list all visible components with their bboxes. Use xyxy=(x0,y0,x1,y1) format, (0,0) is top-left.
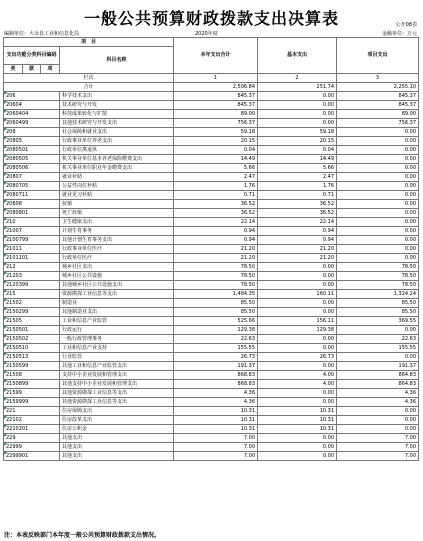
row-project: 0.00 xyxy=(337,164,419,173)
row-subject-name: 其他制造业支出 xyxy=(60,308,174,317)
row-code: 2080705 xyxy=(4,182,60,191)
year-label: 2020年度 xyxy=(195,31,218,37)
row-total: 1,484.35 xyxy=(174,290,258,299)
row-project: 0.00 xyxy=(337,128,419,137)
table-row xyxy=(4,344,419,353)
row-subject-name: 工业和信息产业监管 xyxy=(60,317,174,326)
row-basic: 10.31 xyxy=(258,425,337,434)
row-total: 14.49 xyxy=(174,155,258,164)
row-project: 85.50 xyxy=(337,308,419,317)
table-row xyxy=(4,173,419,182)
row-project: 191.37 xyxy=(337,362,419,371)
table-row xyxy=(4,335,419,344)
row-total: 78.50 xyxy=(174,281,258,290)
row-total: 10.31 xyxy=(174,416,258,425)
row-code: 21502 xyxy=(4,299,60,308)
row-total: 85.50 xyxy=(174,308,258,317)
row-subject-name: 其他支出 xyxy=(60,443,174,452)
project-header: 项 目 xyxy=(4,38,174,47)
row-total: 10.31 xyxy=(174,407,258,416)
row-total: 4.36 xyxy=(174,389,258,398)
heji-basic: 251.74 xyxy=(258,83,337,92)
heji-project: 2,255.10 xyxy=(337,83,419,92)
row-total: 155.55 xyxy=(174,344,258,353)
row-total: 191.37 xyxy=(174,362,258,371)
row-subject-name: 死亡抚恤 xyxy=(60,209,174,218)
row-subject-name: 其他支出 xyxy=(60,452,174,461)
row-basic: 0.00 xyxy=(258,362,337,371)
row-project: 0.00 xyxy=(337,254,419,263)
lanci-label: 栏次 xyxy=(4,74,174,83)
row-project: 0.00 xyxy=(337,137,419,146)
row-code: 22999 xyxy=(4,443,60,452)
col-1-label: 1 xyxy=(174,74,258,83)
row-subject-name: 行业监管 xyxy=(60,353,174,362)
row-total: 10.31 xyxy=(174,425,258,434)
row-project: 0.00 xyxy=(337,209,419,218)
row-basic: 10.31 xyxy=(258,407,337,416)
table-row xyxy=(4,227,419,236)
table-row xyxy=(4,434,419,443)
row-subject-name: 住房公积金 xyxy=(60,425,174,434)
table-row xyxy=(4,380,419,389)
row-basic: 0.00 xyxy=(258,110,337,119)
row-total: 78.50 xyxy=(174,263,258,272)
row-basic: 26.73 xyxy=(258,353,337,362)
row-code: 2150599 xyxy=(4,362,60,371)
row-basic: 0.00 xyxy=(258,308,337,317)
row-code: 20604 xyxy=(4,101,60,110)
row-code: 2080801 xyxy=(4,209,60,218)
table-row xyxy=(4,236,419,245)
row-total: 22.63 xyxy=(174,335,258,344)
table-row xyxy=(4,182,419,191)
row-subject-name: 行政事业单位养老支出 xyxy=(60,137,174,146)
form-number: 公开08表 xyxy=(395,22,417,28)
row-basic: 0.00 xyxy=(258,272,337,281)
row-project: 4.36 xyxy=(337,389,419,398)
col-2-label: 2 xyxy=(258,74,337,83)
row-total: 868.83 xyxy=(174,371,258,380)
row-subject-name: 资源勘探工业信息等支出 xyxy=(60,290,174,299)
row-total: 0.94 xyxy=(174,227,258,236)
row-project: 369.55 xyxy=(337,317,419,326)
row-basic: 0.00 xyxy=(258,398,337,407)
row-project: 4.36 xyxy=(337,398,419,407)
row-code: 22102 xyxy=(4,416,60,425)
row-total: 7.00 xyxy=(174,443,258,452)
row-subject-name: 其他城乡社区公共设施支出 xyxy=(60,281,174,290)
row-code: 2100799 xyxy=(4,236,60,245)
row-subject-name: 其他资源勘探工业信息等支出 xyxy=(60,398,174,407)
row-basic: 0.00 xyxy=(258,344,337,353)
row-project: 0.00 xyxy=(337,236,419,245)
row-code: 21011 xyxy=(4,245,60,254)
row-subject-name: 抚恤 xyxy=(60,200,174,209)
row-project: 845.37 xyxy=(337,92,419,101)
row-total: 129.38 xyxy=(174,326,258,335)
xiang-header: 项 xyxy=(41,65,60,74)
row-basic: 0.00 xyxy=(258,434,337,443)
table-row xyxy=(4,101,419,110)
row-basic: 0.71 xyxy=(258,191,337,200)
row-total: 7.00 xyxy=(174,452,258,461)
row-project: 89.00 xyxy=(337,110,419,119)
row-code: 2080501 xyxy=(4,146,60,155)
row-project: 0.00 xyxy=(337,227,419,236)
row-basic: 0.00 xyxy=(258,389,337,398)
expenditure-table xyxy=(3,37,419,461)
row-code: 21508 xyxy=(4,371,60,380)
row-subject-name: 计划生育事务 xyxy=(60,227,174,236)
row-project: 78.50 xyxy=(337,272,419,281)
category-code-header: 支出功能分类科目编码 xyxy=(4,47,60,65)
table-row xyxy=(4,200,419,209)
row-total: 7.00 xyxy=(174,434,258,443)
row-basic: 0.00 xyxy=(258,281,337,290)
row-code: 2210201 xyxy=(4,425,60,434)
row-code: 2080711 xyxy=(4,191,60,200)
currency-label: 金额单位：万元 xyxy=(381,31,417,37)
table-row xyxy=(4,146,419,155)
row-project: 78.50 xyxy=(337,281,419,290)
row-subject-name: 技术研究与开发 xyxy=(60,101,174,110)
row-basic: 0.94 xyxy=(258,236,337,245)
row-code: 20808 xyxy=(4,200,60,209)
row-code: 2060499 xyxy=(4,119,60,128)
heji-total: 2,506.84 xyxy=(174,83,258,92)
subject-name-header: 科目名称 xyxy=(60,47,174,74)
table-row xyxy=(4,443,419,452)
row-total: 0.71 xyxy=(174,191,258,200)
row-total: 89.00 xyxy=(174,110,258,119)
row-total: 0.04 xyxy=(174,146,258,155)
row-project: 0.00 xyxy=(337,326,419,335)
lei-header: 类 xyxy=(4,65,23,74)
row-subject-name: 卫生健康支出 xyxy=(60,218,174,227)
row-project: 864.83 xyxy=(337,380,419,389)
row-subject-name: 住房改革支出 xyxy=(60,416,174,425)
row-total: 36.52 xyxy=(174,200,258,209)
row-total: 845.37 xyxy=(174,101,258,110)
row-basic: 0.00 xyxy=(258,443,337,452)
table-row xyxy=(4,407,419,416)
row-subject-name: 其他资源勘探工业信息等支出 xyxy=(60,389,174,398)
table-row xyxy=(4,128,419,137)
row-basic: 156.11 xyxy=(258,317,337,326)
row-code: 21203 xyxy=(4,272,60,281)
row-code: 212 xyxy=(4,263,60,272)
table-row xyxy=(4,326,419,335)
row-basic: 1.76 xyxy=(258,182,337,191)
row-basic: 5.66 xyxy=(258,164,337,173)
row-subject-name: 就业见习补贴 xyxy=(60,191,174,200)
row-total: 21.20 xyxy=(174,245,258,254)
row-code: 229 xyxy=(4,434,60,443)
row-code: 2159999 xyxy=(4,398,60,407)
row-basic: 10.31 xyxy=(258,416,337,425)
row-code: 2150510 xyxy=(4,344,60,353)
row-total: 21.20 xyxy=(174,254,258,263)
row-project: 0.00 xyxy=(337,245,419,254)
row-subject-name: 科学技术支出 xyxy=(60,92,174,101)
table-row xyxy=(4,416,419,425)
row-code: 2080505 xyxy=(4,155,60,164)
row-project: 0.00 xyxy=(337,191,419,200)
row-total: 22.14 xyxy=(174,218,258,227)
row-subject-name: 住房保障支出 xyxy=(60,407,174,416)
row-code: 2060404 xyxy=(4,110,60,119)
row-subject-name: 机关事业单位基本养老保险缴费支出 xyxy=(60,155,174,164)
row-project: 0.00 xyxy=(337,155,419,164)
row-total: 525.66 xyxy=(174,317,258,326)
row-code: 21505 xyxy=(4,317,60,326)
row-project: 0.00 xyxy=(337,146,419,155)
row-total: 2.47 xyxy=(174,173,258,182)
row-project: 845.37 xyxy=(337,101,419,110)
row-code: 20805 xyxy=(4,137,60,146)
row-total: 59.18 xyxy=(174,128,258,137)
row-basic: 21.20 xyxy=(258,245,337,254)
table-row xyxy=(4,389,419,398)
row-basic: 22.14 xyxy=(258,218,337,227)
row-code: 215 xyxy=(4,290,60,299)
row-code: 208 xyxy=(4,128,60,137)
row-subject-name: 就业补助 xyxy=(60,173,174,182)
row-basic: 2.47 xyxy=(258,173,337,182)
row-project: 0.00 xyxy=(337,182,419,191)
row-code: 2080506 xyxy=(4,164,60,173)
table-row xyxy=(4,281,419,290)
row-code: 210 xyxy=(4,218,60,227)
row-project: 7.00 xyxy=(337,452,419,461)
row-basic: 0.00 xyxy=(258,263,337,272)
row-subject-name: 其他支出 xyxy=(60,434,174,443)
row-subject-name: 机关事业单位职业年金缴费支出 xyxy=(60,164,174,173)
table-row xyxy=(4,299,419,308)
row-basic: 0.00 xyxy=(258,92,337,101)
table-row xyxy=(4,209,419,218)
row-basic: 4.00 xyxy=(258,380,337,389)
row-basic: 0.00 xyxy=(258,335,337,344)
row-code: 2150513 xyxy=(4,353,60,362)
page-title: 一般公共预算财政拨款支出决算表 xyxy=(83,9,339,28)
unit-label: 编制单位：大余县工业和信息化局 xyxy=(4,31,80,37)
row-code: 206 xyxy=(4,92,60,101)
kuan-header: 款 xyxy=(23,65,41,74)
row-code: 21007 xyxy=(4,227,60,236)
table-row xyxy=(4,137,419,146)
row-basic: 4.00 xyxy=(258,371,337,380)
row-subject-name: 其他技术研究与开发支出 xyxy=(60,119,174,128)
row-project: 22.63 xyxy=(337,335,419,344)
row-total: 0.94 xyxy=(174,236,258,245)
row-basic: 59.18 xyxy=(258,128,337,137)
row-basic: 129.38 xyxy=(258,326,337,335)
table-row xyxy=(4,218,419,227)
project-exp-header: 项目支出 xyxy=(337,38,419,74)
row-total: 1.76 xyxy=(174,182,258,191)
row-subject-name: 制造业 xyxy=(60,299,174,308)
row-project: 0.00 xyxy=(337,353,419,362)
row-subject-name: 科技成果转化与扩散 xyxy=(60,110,174,119)
row-code: 2120399 xyxy=(4,281,60,290)
row-project: 85.50 xyxy=(337,299,419,308)
table-row xyxy=(4,119,419,128)
table-row xyxy=(4,317,419,326)
footnote: 注：本表反映部门本年度一般公共预算财政拨款支出情况。 xyxy=(4,532,161,539)
row-project: 7.00 xyxy=(337,443,419,452)
row-project: 7.00 xyxy=(337,434,419,443)
row-project: 1,324.24 xyxy=(337,290,419,299)
row-total: 4.36 xyxy=(174,398,258,407)
row-code: 221 xyxy=(4,407,60,416)
row-subject-name: 其他计划生育事务支出 xyxy=(60,236,174,245)
basic-header: 基本支出 xyxy=(258,38,337,74)
row-total: 36.52 xyxy=(174,209,258,218)
row-total: 845.37 xyxy=(174,92,258,101)
row-total: 85.50 xyxy=(174,299,258,308)
table-row xyxy=(4,263,419,272)
row-subject-name: 城乡社区公共设施 xyxy=(60,272,174,281)
row-basic: 0.00 xyxy=(258,452,337,461)
table-row xyxy=(4,371,419,380)
col-3-label: 3 xyxy=(337,74,419,83)
total-header: 本年支出合计 xyxy=(174,38,258,74)
row-subject-name: 工业和信息产业支持 xyxy=(60,344,174,353)
row-project: 756.37 xyxy=(337,119,419,128)
row-code: 2101101 xyxy=(4,254,60,263)
row-basic: 0.04 xyxy=(258,146,337,155)
row-subject-name: 公益性岗位补贴 xyxy=(60,182,174,191)
table-row xyxy=(4,452,419,461)
table-row xyxy=(4,425,419,434)
row-subject-name: 社会保障和就业支出 xyxy=(60,128,174,137)
table-row xyxy=(4,110,419,119)
row-total: 78.50 xyxy=(174,272,258,281)
row-basic: 36.52 xyxy=(258,209,337,218)
table-row xyxy=(4,362,419,371)
row-project: 0.00 xyxy=(337,416,419,425)
row-basic: 36.52 xyxy=(258,200,337,209)
row-basic: 0.00 xyxy=(258,299,337,308)
row-total: 868.83 xyxy=(174,380,258,389)
row-code: 2150899 xyxy=(4,380,60,389)
row-basic: 14.49 xyxy=(258,155,337,164)
heji-label: 合计 xyxy=(4,83,174,92)
row-code: 21599 xyxy=(4,389,60,398)
row-basic: 160.11 xyxy=(258,290,337,299)
table-row xyxy=(4,353,419,362)
row-basic: 20.15 xyxy=(258,137,337,146)
row-code: 2150299 xyxy=(4,308,60,317)
table-row xyxy=(4,92,419,101)
row-project: 0.00 xyxy=(337,407,419,416)
row-total: 26.73 xyxy=(174,353,258,362)
row-code: 2150502 xyxy=(4,335,60,344)
table-row xyxy=(4,164,419,173)
row-subject-name: 其他支持中小企业发展和管理支出 xyxy=(60,380,174,389)
row-total: 5.66 xyxy=(174,164,258,173)
row-basic: 0.00 xyxy=(258,101,337,110)
row-project: 0.00 xyxy=(337,425,419,434)
row-basic: 0.00 xyxy=(258,119,337,128)
table-row xyxy=(4,254,419,263)
row-project: 0.00 xyxy=(337,218,419,227)
row-subject-name: 其他工业和信息产业监管支出 xyxy=(60,362,174,371)
row-subject-name: 行政单位离退休 xyxy=(60,146,174,155)
table-row xyxy=(4,191,419,200)
table-row xyxy=(4,272,419,281)
row-subject-name: 城乡社区支出 xyxy=(60,263,174,272)
table-row xyxy=(4,245,419,254)
table-row xyxy=(4,290,419,299)
row-subject-name: 一般行政管理事务 xyxy=(60,335,174,344)
row-total: 20.15 xyxy=(174,137,258,146)
row-project: 0.00 xyxy=(337,173,419,182)
row-total: 756.37 xyxy=(174,119,258,128)
row-subject-name: 支持中小企业发展和管理支出 xyxy=(60,371,174,380)
row-project: 78.50 xyxy=(337,263,419,272)
row-subject-name: 行政单位医疗 xyxy=(60,254,174,263)
row-code: 2299901 xyxy=(4,452,60,461)
row-project: 864.83 xyxy=(337,371,419,380)
table-row xyxy=(4,308,419,317)
row-basic: 21.20 xyxy=(258,254,337,263)
row-project: 155.55 xyxy=(337,344,419,353)
row-subject-name: 行政运行 xyxy=(60,326,174,335)
table-row xyxy=(4,398,419,407)
row-subject-name: 行政事业单位医疗 xyxy=(60,245,174,254)
table-row xyxy=(4,155,419,164)
row-project: 0.00 xyxy=(337,200,419,209)
row-code: 20807 xyxy=(4,173,60,182)
row-code: 2150501 xyxy=(4,326,60,335)
row-basic: 0.94 xyxy=(258,227,337,236)
